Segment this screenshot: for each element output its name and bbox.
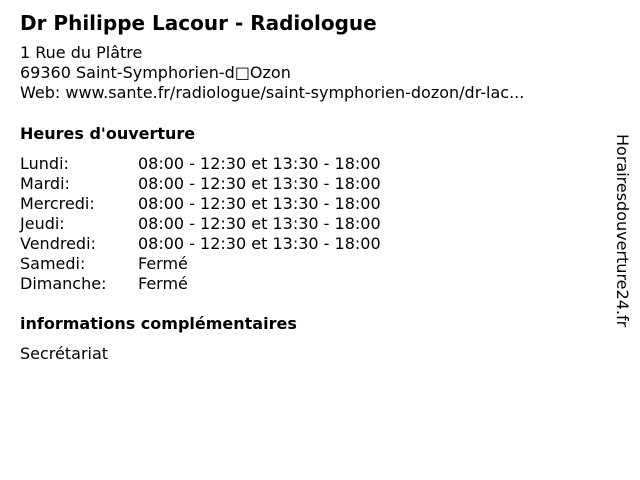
address-street: 1 Rue du Plâtre bbox=[20, 43, 143, 62]
site-watermark: Horairesdouverture24.fr bbox=[613, 134, 632, 328]
time-value: Fermé bbox=[138, 254, 188, 273]
day-label: Lundi: bbox=[20, 154, 69, 173]
website-link[interactable]: Web: www.sante.fr/radiologue/saint-symphorien-dozon/dr-lac... bbox=[20, 83, 525, 102]
opening-hours-heading: Heures d'ouverture bbox=[20, 124, 196, 143]
hours-row-wednesday bbox=[20, 194, 381, 214]
time-value: 08:00 - 12:30 et 13:30 - 18:00 bbox=[138, 214, 381, 233]
time-value: Fermé bbox=[138, 274, 188, 293]
hours-row-friday bbox=[20, 234, 381, 254]
hours-row-tuesday bbox=[20, 174, 381, 194]
day-label: Mardi: bbox=[20, 174, 70, 193]
hours-row-thursday bbox=[20, 214, 381, 234]
time-value: 08:00 - 12:30 et 13:30 - 18:00 bbox=[138, 234, 381, 253]
address-block bbox=[20, 43, 524, 103]
hours-row-sunday bbox=[20, 274, 381, 294]
opening-hours-table bbox=[20, 154, 381, 294]
time-value: 08:00 - 12:30 et 13:30 - 18:00 bbox=[138, 154, 381, 173]
day-label: Jeudi: bbox=[20, 214, 65, 233]
additional-info-text: Secrétariat bbox=[20, 344, 109, 363]
hours-row-saturday bbox=[20, 254, 381, 274]
time-value: 08:00 - 12:30 et 13:30 - 18:00 bbox=[138, 174, 381, 193]
page-title: Dr Philippe Lacour - Radiologue bbox=[20, 11, 377, 35]
time-value: 08:00 - 12:30 et 13:30 - 18:00 bbox=[138, 194, 381, 213]
day-label: Mercredi: bbox=[20, 194, 95, 213]
address-city: 69360 Saint-Symphorien-d□Ozon bbox=[20, 63, 291, 82]
hours-row-monday bbox=[20, 154, 381, 174]
day-label: Vendredi: bbox=[20, 234, 96, 253]
additional-info-heading: informations complémentaires bbox=[20, 314, 297, 333]
day-label: Samedi: bbox=[20, 254, 86, 273]
day-label: Dimanche: bbox=[20, 274, 107, 293]
